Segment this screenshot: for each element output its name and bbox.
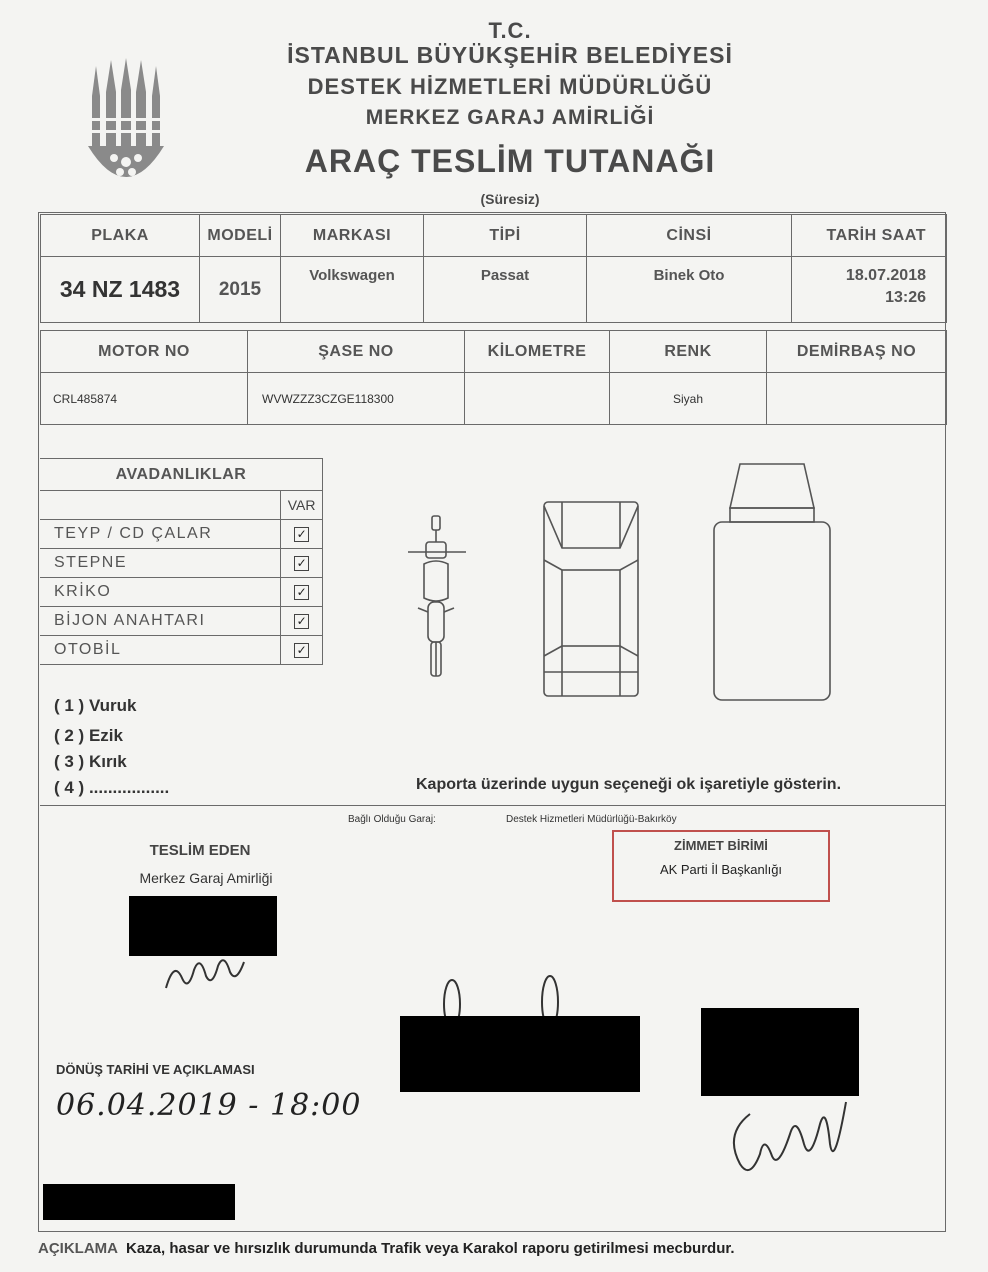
checkbox-checked-icon: ✓: [294, 643, 309, 658]
delivered-by-label: TESLİM EDEN: [149, 842, 251, 859]
signature: [720, 1094, 860, 1186]
equipment-item-label: OTOBİL: [40, 636, 281, 665]
kilometre-value: [465, 373, 610, 425]
header-renk: RENK: [610, 331, 767, 373]
tarih-value: 18.07.2018: [845, 267, 926, 284]
tip-value: Passat: [424, 257, 587, 323]
header-sase-no: ŞASE NO: [248, 331, 465, 373]
footer: [38, 1240, 735, 1257]
equipment-title: AVADANLIKLAR: [40, 459, 323, 491]
cins-value: Binek Oto: [587, 257, 792, 323]
redaction-box: [129, 896, 277, 956]
header-line2: DESTEK HİZMETLERİ MÜDÜRLÜĞÜ: [307, 74, 713, 99]
garage-label: Bağlı Olduğu Garaj:: [348, 814, 436, 825]
checkbox-checked-icon: ✓: [294, 556, 309, 571]
header-line1: İSTANBUL BÜYÜKŞEHİR BELEDİYESİ: [287, 42, 733, 68]
header-tip: TİPİ: [424, 215, 587, 257]
tarih-saat-cell: [792, 257, 947, 323]
equipment-item-check: [281, 636, 323, 665]
body-note: Kaporta üzerinde uygun seçeneği ok işaretiyle gösterin.: [416, 776, 842, 793]
redaction-box: [701, 1008, 859, 1096]
equipment-item-check: [281, 520, 323, 549]
garage-value: Destek Hizmetleri Müdürlüğü-Bakırköy: [506, 814, 677, 825]
renk-value: Siyah: [610, 373, 767, 425]
demirbas-no-value: [767, 373, 947, 425]
header-marka: MARKASI: [281, 215, 424, 257]
equipment-header-spacer: [40, 491, 281, 520]
assigned-unit-value: AK Parti İl Başkanlığı: [659, 862, 783, 877]
equipment-item-check: [281, 578, 323, 607]
document-title: ARAÇ TESLİM TUTANAĞI: [304, 143, 716, 179]
equipment-item-label: TEYP / CD ÇALAR: [40, 520, 281, 549]
legend-item: ( 1 ) Vuruk: [54, 696, 137, 715]
model-value: 2015: [200, 257, 281, 323]
legend-item: ( 3 ) Kırık: [54, 752, 127, 771]
vehicle-table: [40, 214, 947, 323]
assigned-unit-label: ZİMMET BİRİMİ: [674, 838, 768, 853]
delivered-by-value: Merkez Garaj Amirliği: [139, 870, 273, 886]
equipment-item-check: [281, 607, 323, 636]
header-tarih-saat: TARİH SAAT: [792, 215, 947, 257]
marka-value: Volkswagen: [281, 257, 424, 323]
redaction-box: [400, 1016, 640, 1092]
motor-no-value: CRL485874: [41, 373, 248, 425]
equipment-item-check: [281, 549, 323, 578]
legend-item: ( 4 ) .................: [54, 778, 170, 797]
plaka-value: 34 NZ 1483: [41, 257, 200, 323]
header-motor-no: MOTOR NO: [41, 331, 248, 373]
legend-item: ( 2 ) Ezik: [54, 726, 123, 745]
equipment-table: [40, 458, 323, 665]
section-divider: [40, 805, 946, 806]
saat-value: 13:26: [885, 289, 926, 306]
checkbox-checked-icon: ✓: [294, 614, 309, 629]
header-cins: CİNSİ: [587, 215, 792, 257]
header-line3: MERKEZ GARAJ AMİRLİĞİ: [365, 106, 655, 129]
car-diagram: [540, 500, 642, 698]
footer-text: Kaza, hasar ve hırsızlık durumunda Trafik veya Karakol raporu getirilmesi mecburdur.: [126, 1240, 735, 1257]
return-handwritten: 06.04.2019 - 18:00: [56, 1088, 362, 1123]
motorcycle-diagram: [404, 512, 470, 682]
header-kilometre: KİLOMETRE: [465, 331, 610, 373]
equipment-item-label: BİJON ANAHTARI: [40, 607, 281, 636]
header-demirbas-no: DEMİRBAŞ NO: [767, 331, 947, 373]
van-diagram: [710, 460, 834, 704]
checkbox-checked-icon: ✓: [294, 585, 309, 600]
header-model: MODELİ: [200, 215, 281, 257]
equipment-col-header: VAR: [281, 491, 323, 520]
sase-no-value: WVWZZZ3CZGE118300: [248, 373, 465, 425]
checkbox-checked-icon: ✓: [294, 527, 309, 542]
header-plaka: PLAKA: [41, 215, 200, 257]
document-subtitle: (Süresiz): [480, 191, 540, 207]
header-tc: T.C.: [488, 18, 532, 43]
return-label: DÖNÜŞ TARİHİ VE AÇIKLAMASI: [56, 1062, 255, 1077]
redaction-box: [43, 1184, 235, 1220]
equipment-item-label: KRİKO: [40, 578, 281, 607]
equipment-item-label: STEPNE: [40, 549, 281, 578]
signature: [160, 948, 250, 996]
footer-label: AÇIKLAMA: [38, 1240, 118, 1257]
details-table: [40, 330, 947, 425]
ibb-logo: [80, 58, 172, 193]
